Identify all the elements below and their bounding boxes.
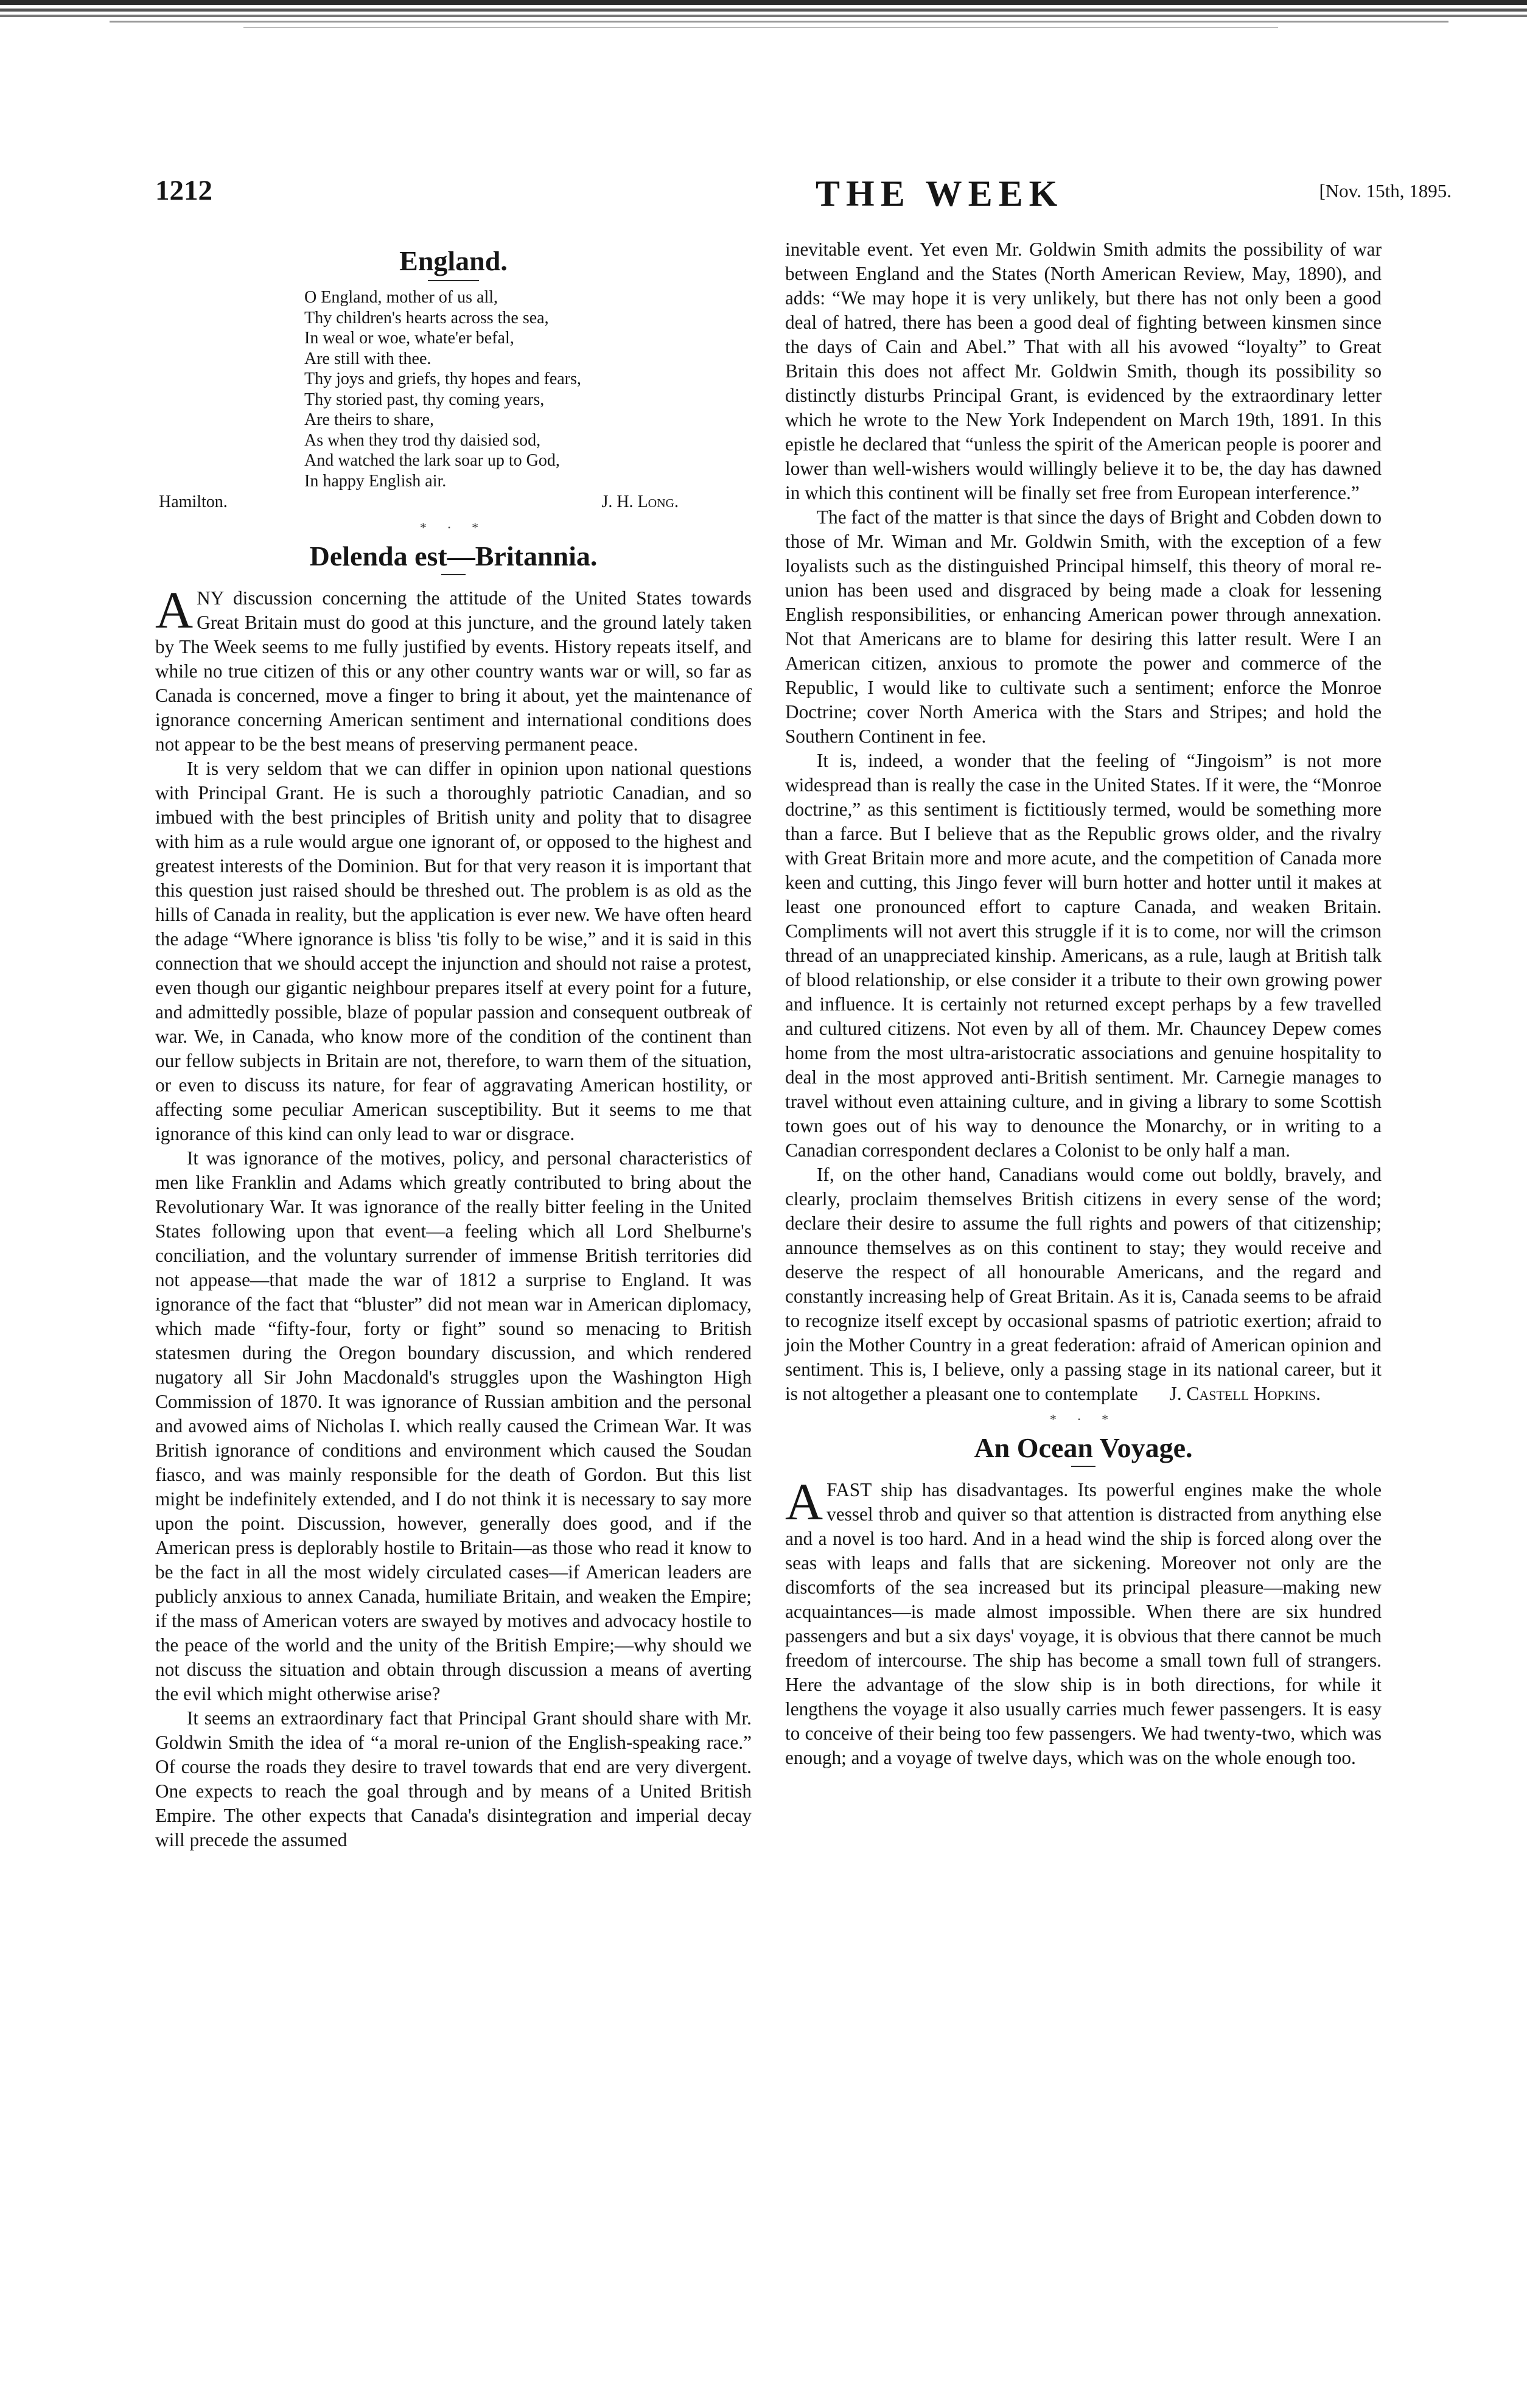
right-column (785, 237, 1382, 1770)
poem-line: Thy children's hearts across the sea, (304, 308, 549, 327)
poem-line: Thy storied past, thy coming years, (304, 390, 545, 409)
page-number: 1212 (155, 175, 212, 206)
poem-author: J. H. Long. (601, 492, 679, 511)
drop-cap: A (155, 581, 194, 639)
masthead: THE WEEK (816, 173, 1064, 214)
article-paragraph-continued: inevitable event. Yet even Mr. Goldwin Smith admits the possibility of war between England and the States (North American Review, May, 1890), and adds: “We may hope it is very unlikely, but there has not only been a good deal of hatred, there has been a good deal of fighting between kinsmen since the days of Cain and Abel.” That with all his avowed “loyalty” to Great Britain this does not affect Mr. Goldwin Smith, though its possibility so distinctly disturbs Principal Grant, is evidenced by the extraordinary letter which he wrote to the New York Independent on March 19th, 1891. In this epistle he declared that “unless the spirit of the American people is poorer and lower than well-wishers would willingly believe it to be, the day has dawned in which this continent will be finally set free from European interference.” (785, 239, 1382, 503)
article-paragraph: It is very seldom that we can differ in opinion upon national questions with Principal Grant. He is such a thoroughly patriotic Canadian, and so imbued with the best principles of British unity and polity that to disagree with him as a rule would argue one ignorant of, or opposed to the highest and greatest interests of the Dominion. But for that very reason it is important that this question just raised should be threshed out. The problem is as old as the hills of Canada in reality, but the application is ever new. We have often heard the adage “Where ignorance is bliss 'tis folly to be wise,” and it is said in this connection that we should accept the injunction and should not raise a protest, even though our gigantic neighbour prepares itself at every point for a future, and admittedly possible, blaze of popular passion and consequent outbreak of war. We, in Canada, who know more of the condition of the continent than our fellow subjects in Britain are not, therefore, to warn them of the situation, or even to discuss its nature, for fear of aggravating American hostility, or affecting some peculiar American susceptibility. But it seems to me that ignorance of this kind can only lead to war or disgrace. (155, 758, 752, 1144)
paragraph-text: If, on the other hand, Canadians would come out boldly, bravely, and clearly, proclaim themselves British citizens in every sense of the word; declare their desire to assume the full rights and powers of that citizenship; announce themselves as on this continent to stay; they would receive and deserve the respect of all honourable Americans, and the regard and constantly increasing help of Great Britain. As it is, Canada seems to be afraid to recognize itself except by occasional spasms of patriotic exertion; afraid to join the Mother Country in a great federation: afraid of American opinion and sentiment. This is, I believe, only a passing stage in its national career, but it is not altogether a pleasant one to contemplate (785, 1164, 1382, 1404)
poem-line: In weal or woe, whate'er befal, (304, 329, 514, 348)
article-title: Delenda est—Britannia. (309, 541, 598, 572)
poem-line: O England, mother of us all, (304, 288, 498, 307)
poem-line: Are still with thee. (304, 349, 432, 368)
poem-body (304, 287, 752, 491)
article-paragraph: It seems an extraordinary fact that Principal Grant should share with Mr. Goldwin Smith the idea of “a moral re-union of the English-speaking race.” Of course the roads they desire to travel towards that end are very divergent. One expects to reach the goal through and by means of a United British Empire. The other expects that Canada's disintegration and imperial decay will precede the assumed (155, 1707, 752, 1850)
article-paragraph: The fact of the matter is that since the days of Bright and Cobden down to those of Mr. Wiman and Mr. Goldwin Smith, with the exception of a few loyalists such as the distinguished Principal himself, this theory of moral re-union has been used and disgraced by being made a cloak for lessening English responsibilities, or enhancing American power through annexation. Not that Americans are to blame for desiring this latter result. Were I an American citizen, anxious to promote the power and commerce of the Republic, I would like to cultivate such a sentiment; enforce the Monroe Doctrine; cover North America with the Stars and Stripes; and hold the Southern Continent in fee. (785, 506, 1382, 747)
issue-date: [Nov. 15th, 1895. (1319, 180, 1452, 201)
poem-title: England. (399, 245, 508, 276)
title-rule (428, 280, 479, 281)
section-separator: * · * (419, 520, 487, 535)
article-paragraph: It is, indeed, a wonder that the feeling of “Jingoism” is not more widespread than is really the case in the United States. If it were, the “Monroe doctrine,” as this sentiment is fictitiously termed, would be something more than a farce. But I believe that as the Republic grows older, and the rivalry with Great Britain more and more acute, and the competition of Canada more keen and cutting, this Jingo fever will burn hotter and hotter until it makes at least one pronounced effort to capture Canada, and weaken Britain. Compliments will not avert this struggle if it is to come, nor will the crimson thread of an unappreciated kinship. Americans, as a rule, laugh at British talk of blood relationship, or else consider it a tribute to their own growing power and influence. It is certainly not returned except perhaps by a few travelled and cultured citizens. Not even by all of them. Mr. Chauncey Depew comes home from the most ultra-aristocratic associations and genuine hospitality to deal in the most approved anti-British sentiment. Mr. Carnegie manages to travel without even attaining culture, and in giving a library to some Scottish town goes out of his way to denounce the Monarchy, or in writing to a Canadian correspondent declares a Colonist to be only half a man. (785, 750, 1382, 1161)
title-rule (441, 574, 466, 575)
section-separator: * · * (1049, 1412, 1117, 1427)
article-paragraph (785, 1472, 1382, 1770)
paragraph-text: FAST ship has disadvantages. Its powerful engines make the whole vessel throb and quiver so that attention is distracted from anything else and a novel is too hard. And in a head wind the ship is forced along over the seas with leaps and falls that are sickening. Moreover not only are the discomforts of the sea increased but its principal pleasure—making new acquaintances—is made almost impossible. When there are six hundred passengers and but a six days' voyage, it is obvious that there cannot be much freedom of intercourse. The ship has become a small town full of strangers. Here the advantage of the slow ship is in both directions, for while it lengthens the voyage it also usually carries much fewer passengers. It is easy to conceive of their being too few passengers. We had twenty-two, which was enough; and a voyage of twelve days, which was on the whole enough too. (785, 1479, 1382, 1768)
article-paragraph: It was ignorance of the motives, policy, and personal characteristics of men like Franklin and Adams which greatly contributed to bring about the Revolutionary War. It was ignorance of the really bitter feeling in the United States following upon that event—a feeling which all Lord Shelburne's conciliation, and the voluntary surrender of immense British territories did not appease—that made the war of 1812 a surprise to England. It was ignorance of the fact that “bluster” did not mean war in American diplomacy, which made “fifty-four, forty or fight” sound so menacing to British statesmen during the Oregon boundary discussion, and which rendered nugatory all Sir John Macdonald's struggles upon the Washington High Commission of 1870. It was ignorance of Russian ambition and the personal and avowed aims of Nicholas I. which really caused the Crimean War. It was British ignorance of conditions and environment which caused the Soudan fiasco, and was mainly responsible for the death of Gordon. But this list might be indefinitely extended, and I do not think it is necessary to say more upon the point. Discussion, however, generally does good, and if the American press is deplorably hostile to Britain—as those who read it know to be the fact in all the most widely circulated cases—if American leaders are publicly anxious to annex Canada, humiliate Britain, and weaken the Empire; if the mass of American voters are swayed by motives and advocacy hostile to the peace of the world and the unity of the British Empire;—why should we not discuss the situation and obtain through discussion a means of averting the evil which might otherwise arise? (155, 1147, 752, 1704)
article-paragraph (785, 1163, 1382, 1406)
poem-line: And watched the lark soar up to God, (304, 451, 560, 470)
article-signature: J. Castell Hopkins. (1169, 1383, 1321, 1404)
article-paragraph (155, 581, 752, 757)
poem-line: In happy English air. (304, 471, 447, 491)
drop-cap: A (785, 1472, 823, 1531)
scan-top-edge (0, 0, 1527, 91)
poem-line: As when they trod thy daisied sod, (304, 430, 541, 450)
page-header (155, 174, 1452, 217)
title-rule (1071, 1466, 1095, 1467)
poem-line: Thy joys and griefs, thy hopes and fears, (304, 369, 581, 388)
poem-signature (155, 492, 752, 514)
left-column (155, 237, 752, 1852)
poem-line: Are theirs to share, (304, 410, 435, 429)
poem-place: Hamilton. (159, 492, 228, 511)
article-title: An Ocean Voyage. (974, 1432, 1193, 1463)
paragraph-text: NY discussion concerning the attitude of the United States towards Great Britain must do good at this juncture, and the ground lately taken by The Week seems to me fully justified by events. History repeats itself, and while no true citizen of this or any other country wants war or will, so far as Canada is concerned, move a finger to bring it about, yet the maintenance of ignorance concerning American sentiment and international conditions does not appear to be the best means of preserving permanent peace. (155, 587, 752, 755)
